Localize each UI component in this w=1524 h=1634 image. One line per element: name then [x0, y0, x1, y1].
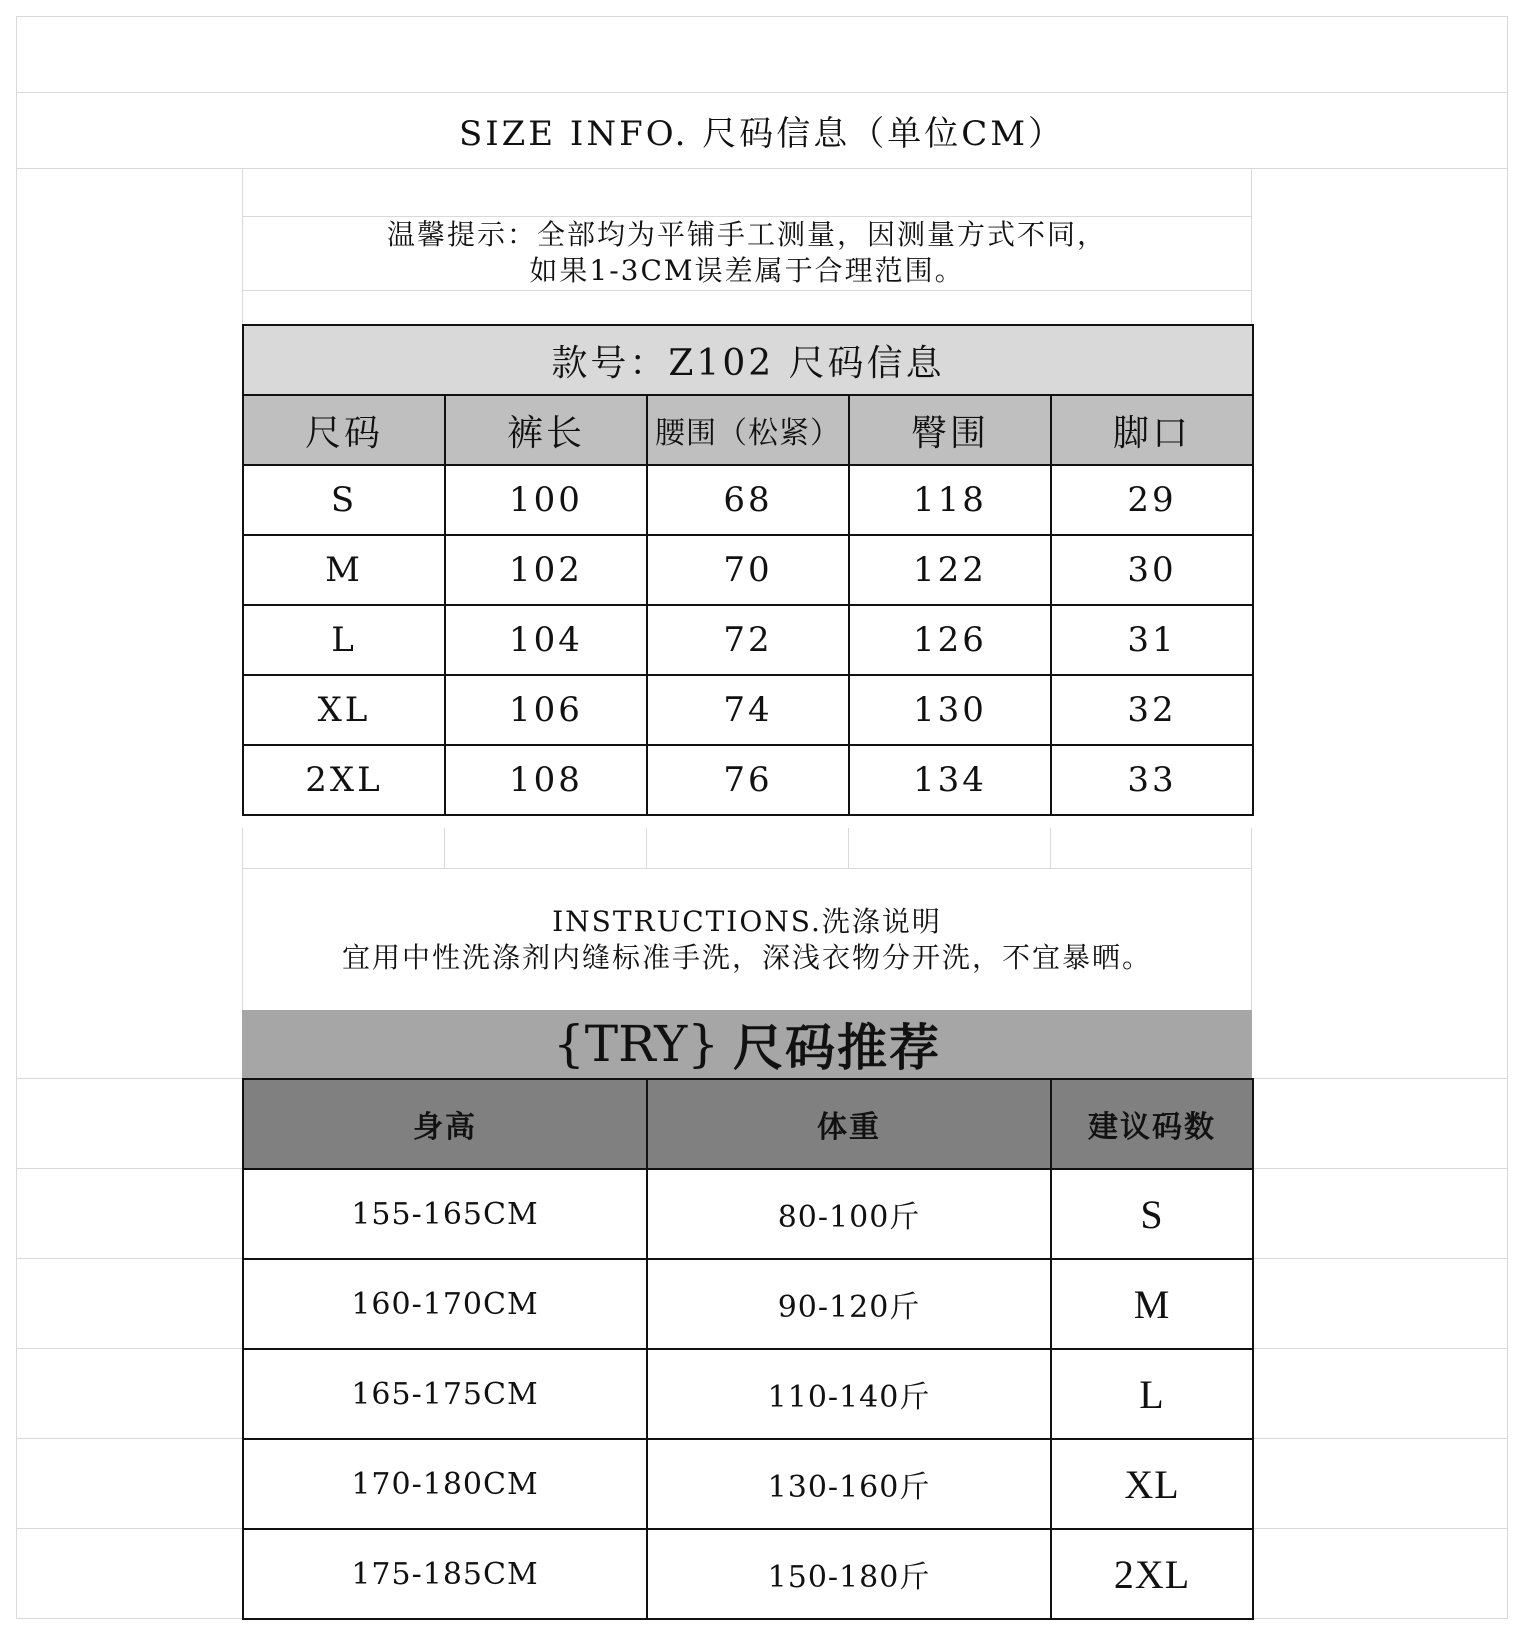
header-weight: 体重 [647, 1079, 1051, 1169]
cell-hem: 32 [1051, 675, 1253, 745]
cell-hip: 126 [849, 605, 1051, 675]
recommend-title-han: 尺码推荐 [733, 1018, 942, 1077]
gridline [16, 16, 1508, 17]
cell-suggested-size: XL [1051, 1439, 1253, 1529]
cell-weight: 80-100斤 [647, 1169, 1051, 1259]
table-row [243, 745, 1253, 815]
table-row [243, 535, 1253, 605]
cell-height: 165-175CM [243, 1349, 647, 1439]
table-row [243, 675, 1253, 745]
measurement-tip [242, 216, 1252, 290]
cell-waist: 72 [647, 605, 849, 675]
gridline [16, 1528, 242, 1529]
gridline [16, 1258, 242, 1259]
gridline [444, 828, 445, 868]
gridline [1507, 16, 1508, 1618]
cell-length: 108 [445, 745, 647, 815]
gridline [16, 168, 1508, 169]
header-hip: 臀围 [849, 395, 1051, 465]
table-row [243, 1529, 1253, 1619]
table-row [243, 465, 1253, 535]
cell-size: 2XL [243, 745, 445, 815]
cell-weight: 110-140斤 [647, 1349, 1051, 1439]
page-title: SIZE INFO. 尺码信息（单位CM） [458, 113, 1066, 154]
cell-weight: 130-160斤 [647, 1439, 1051, 1529]
instructions-text: 宜用中性洗涤剂内缝标准手洗，深浅衣物分开洗，不宜暴晒。 [341, 941, 1152, 974]
cell-hem: 31 [1051, 605, 1253, 675]
cell-weight: 90-120斤 [647, 1259, 1051, 1349]
gridline [1050, 828, 1051, 868]
gridline [16, 1078, 242, 1079]
cell-hip: 130 [849, 675, 1051, 745]
cell-length: 104 [445, 605, 647, 675]
cell-hem: 33 [1051, 745, 1253, 815]
washing-instructions [242, 904, 1252, 976]
size-table-caption: 款号：Z102 尺码信息 [243, 325, 1253, 395]
table-row [243, 605, 1253, 675]
cell-suggested-size: S [1051, 1169, 1253, 1259]
gridline [1252, 1438, 1508, 1439]
cell-size: XL [243, 675, 445, 745]
cell-hip: 122 [849, 535, 1051, 605]
header-waist: 腰围（松紧） [647, 395, 849, 465]
gridline [646, 828, 647, 868]
cell-hip: 118 [849, 465, 1051, 535]
gridline [16, 1438, 242, 1439]
header-size: 尺码 [243, 395, 445, 465]
cell-weight: 150-180斤 [647, 1529, 1051, 1619]
size-table [242, 324, 1254, 816]
recommend-header-row [243, 1079, 1253, 1169]
gridline [848, 828, 849, 868]
size-table-caption-row [243, 325, 1253, 395]
cell-height: 175-185CM [243, 1529, 647, 1619]
table-row [243, 1259, 1253, 1349]
header-suggested-size: 建议码数 [1051, 1079, 1253, 1169]
recommend-title [242, 1010, 1252, 1078]
cell-suggested-size: L [1051, 1349, 1253, 1439]
tip-line-2: 如果1-3CM误差属于合理范围。 [529, 254, 965, 287]
tip-line-1: 温馨提示：全部均为平铺手工测量，因测量方式不同， [386, 218, 1107, 251]
cell-waist: 70 [647, 535, 849, 605]
header-height: 身高 [243, 1079, 647, 1169]
gridline [16, 1348, 242, 1349]
gridline [1252, 1258, 1508, 1259]
gridline [1252, 1528, 1508, 1529]
cell-waist: 68 [647, 465, 849, 535]
gridline [242, 868, 1252, 869]
cell-height: 160-170CM [243, 1259, 647, 1349]
table-row [243, 1349, 1253, 1439]
cell-waist: 74 [647, 675, 849, 745]
cell-height: 155-165CM [243, 1169, 647, 1259]
gridline [1252, 1078, 1508, 1079]
instructions-heading: INSTRUCTIONS.洗涤说明 [552, 905, 942, 938]
cell-hem: 29 [1051, 465, 1253, 535]
cell-length: 102 [445, 535, 647, 605]
cell-waist: 76 [647, 745, 849, 815]
cell-size: L [243, 605, 445, 675]
gridline [1252, 1348, 1508, 1349]
cell-height: 170-180CM [243, 1439, 647, 1529]
cell-length: 100 [445, 465, 647, 535]
header-length: 裤长 [445, 395, 647, 465]
header-hem: 脚口 [1051, 395, 1253, 465]
gridline [1252, 1168, 1508, 1169]
cell-size: M [243, 535, 445, 605]
size-table-header-row [243, 395, 1253, 465]
cell-hem: 30 [1051, 535, 1253, 605]
recommend-title-latin: {TRY} [552, 1015, 720, 1073]
cell-size: S [243, 465, 445, 535]
gridline [242, 290, 1252, 291]
gridline [16, 16, 17, 1618]
table-row [243, 1169, 1253, 1259]
cell-suggested-size: M [1051, 1259, 1253, 1349]
cell-suggested-size: 2XL [1051, 1529, 1253, 1619]
gridline [16, 1168, 242, 1169]
cell-hip: 134 [849, 745, 1051, 815]
table-row [243, 1439, 1253, 1529]
cell-length: 106 [445, 675, 647, 745]
recommend-table [242, 1078, 1254, 1620]
